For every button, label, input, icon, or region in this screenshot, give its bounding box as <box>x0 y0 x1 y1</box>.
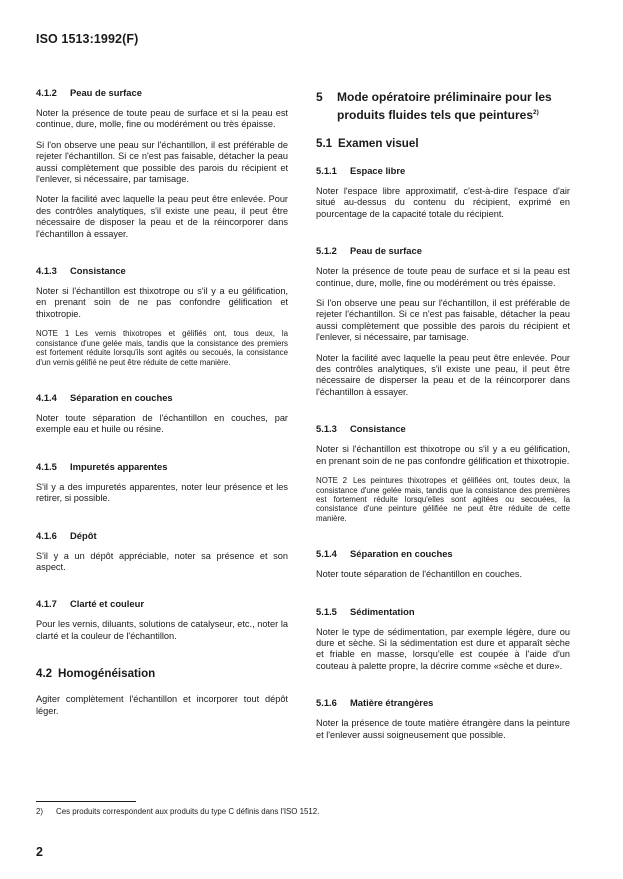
paragraph: Noter la présence de toute matière étrangère dans la peinture et l'enlever aussi soigneusement que possible. <box>316 718 570 740</box>
paragraph: Noter toute séparation de l'échantillon en couches. <box>316 569 523 580</box>
paragraph: Noter la facilité avec laquelle la peau peut être enlevée. Pour des contrôles analytiques, s'il existe une peau, il peut être nécessaire de disposer la peau et de la réincorporer dans l'échantillon à essayer. <box>36 194 288 239</box>
section-heading-5-1-6 <box>316 696 570 709</box>
section-title: Espace libre <box>350 165 406 176</box>
section-title: Sédimentation <box>350 605 415 617</box>
section-number: 5.1.1 <box>316 165 337 176</box>
section-number: 5.1.6 <box>316 697 337 709</box>
section-heading-4-1-5 <box>36 460 288 473</box>
note-text: Les peintures thixotropes et gélifiées ont, toutes deux, la consistance d'une gelée mais, tandis que la consistance des premières est fortement réduite lorsqu'elles sont agitées ou secouées, la consistance d'une peinture gélifiée ne peut être réduite de cette manière. <box>316 476 571 523</box>
section-heading-5-1-5 <box>316 605 570 618</box>
section-number: 5.1.2 <box>316 245 337 257</box>
section-heading-4-1-7 <box>36 597 288 610</box>
section-title: Examen visuel <box>338 137 419 150</box>
section-number: 4.1.6 <box>36 529 57 541</box>
footnote-divider <box>36 801 136 802</box>
section-heading-5-1-3 <box>316 422 570 435</box>
paragraph: Noter si l'échantillon est thixotrope ou s'il y a eu gélification, en prenant soin de ne pas confondre gélification et thixotropie. <box>36 286 288 319</box>
section-number: 4.1.4 <box>36 391 57 403</box>
section-title: Peau de surface <box>70 87 142 98</box>
footnote <box>36 807 319 817</box>
section-number: 4.2 <box>36 667 53 681</box>
section-heading-4-2 <box>36 666 288 681</box>
paragraph: Noter l'espace libre approximatif, c'est-à-dire l'espace d'air situé au-dessus du contenu du récipient, exprimé en pourcentage de la capacité totale du récipient. <box>316 186 570 219</box>
section-heading-5-1-4 <box>316 547 570 560</box>
section-heading-5 <box>316 90 570 123</box>
section-heading-5-1-2 <box>316 244 570 257</box>
paragraph: Noter si l'échantillon est thixotrope ou s'il y a eu gélification, en prenant soin de ne pas confondre gélification et thixotropie. <box>316 444 570 466</box>
paragraph: S'il y a un dépôt appréciable, noter sa présence et son aspect. <box>36 550 288 572</box>
section-number: 4.1.5 <box>36 460 57 472</box>
section-heading-4-1-4 <box>36 391 288 404</box>
section-title: Matière étrangères <box>350 697 434 709</box>
section-number: 5.1.5 <box>316 605 337 617</box>
paragraph: Pour les vernis, diluants, solutions de catalyseur, etc., noter la clarté et la couleur de l'échantillon. <box>36 619 288 641</box>
section-number: 5.1 <box>316 137 333 150</box>
note-label: NOTE 1 <box>36 329 70 339</box>
paragraph: Noter la présence de toute peau de surface et si la peau est continue, dure, molle, fine ou modérément ou très épaisse. <box>36 108 288 130</box>
section-title: Dépôt <box>70 529 97 541</box>
note-text: Les vernis thixotropes et gélifiés ont, tous deux, la consistance d'une gelée mais, tandis que la consistance des premiers est fortement réduite lorsqu'ils sont agités ou secoués, la consistance d'un vernis gélifié ne peut être réduite de cette manière. <box>36 329 289 367</box>
paragraph: Si l'on observe une peau sur l'échantillon, il est préférable de rejeter l'échantillon. Si ce n'est pas faisable, détacher la peau aussi complètement que possible des parois du récipient et l'enlever, si nécessaire, par tamisage. <box>316 298 570 343</box>
right-column <box>316 90 570 741</box>
footnote-reference: 2) <box>533 109 539 116</box>
section-heading-5-1 <box>316 136 570 151</box>
paragraph: S'il y a des impuretés apparentes, noter leur présence et les retirer, si possible. <box>36 481 288 504</box>
section-title: Consistance <box>70 265 126 277</box>
section-title: Séparation en couches <box>350 548 453 560</box>
section-title: Consistance <box>350 423 406 435</box>
section-title: Séparation en couches <box>70 391 173 403</box>
paragraph: Noter toute séparation de l'échantillon en couches, par exemple eau et huile ou résine. <box>36 412 288 435</box>
section-number: 5.1.3 <box>316 423 337 435</box>
section-heading-5-1-1 <box>316 164 570 177</box>
section-number: 4.1.2 <box>36 87 57 98</box>
footnote-mark: 2) <box>36 807 44 816</box>
section-number: 4.1.3 <box>36 265 57 277</box>
section-number: 4.1.7 <box>36 598 57 610</box>
section-heading-4-1-2 <box>36 86 288 99</box>
section-number: 5.1.4 <box>316 548 337 560</box>
page-number: 2 <box>36 845 43 859</box>
page-header-standard-id: ISO 1513:1992(F) <box>36 32 139 46</box>
paragraph: Agiter complètement l'échantillon et incorporer tout dépôt léger. <box>36 694 288 716</box>
section-title: Peau de surface <box>350 245 422 257</box>
left-column <box>36 86 288 717</box>
paragraph: Noter le type de sédimentation, par exemple légère, dure ou dure et sèche. Si la sédimentation est dure et apparaît sèche et friable en masse, lorsqu'elle est coupée à l'aide d'un couteau à palette propre, la décrire comme «sèche et dure». <box>316 626 570 671</box>
section-title: Mode opératoire préliminaire pour les produits fluides tels que peintures <box>337 90 552 122</box>
section-heading-4-1-3 <box>36 264 288 277</box>
note-label: NOTE 2 <box>316 476 348 486</box>
footnote-text: Ces produits correspondent aux produits du type C définis dans l'ISO 1512. <box>56 807 320 816</box>
section-heading-4-1-6 <box>36 529 288 542</box>
section-title: Homogénéisation <box>58 667 156 681</box>
section-title: Impuretés apparentes <box>70 460 168 472</box>
note-1 <box>36 329 288 367</box>
note-2 <box>316 476 570 523</box>
paragraph: Si l'on observe une peau sur l'échantillon, il est préférable de rejeter l'échantillon. Si ce n'est pas faisable, détacher la peau aussi complètement que possible des parois du récipient et l'enlever, si nécessaire, par tamisage. <box>36 139 288 185</box>
section-number: 5 <box>316 90 323 104</box>
paragraph: Noter la présence de toute peau de surface et si la peau est continue, dure, molle, fine ou modérément ou très épaisse. <box>316 266 570 288</box>
paragraph: Noter la facilité avec laquelle la peau peut être enlevée. Pour des contrôles analytiques, s'il existe une peau, il peut être nécessaire de disperser la peau et de la réincorporer dans l'échantillon à essayer. <box>316 352 570 397</box>
section-title: Clarté et couleur <box>70 598 144 610</box>
